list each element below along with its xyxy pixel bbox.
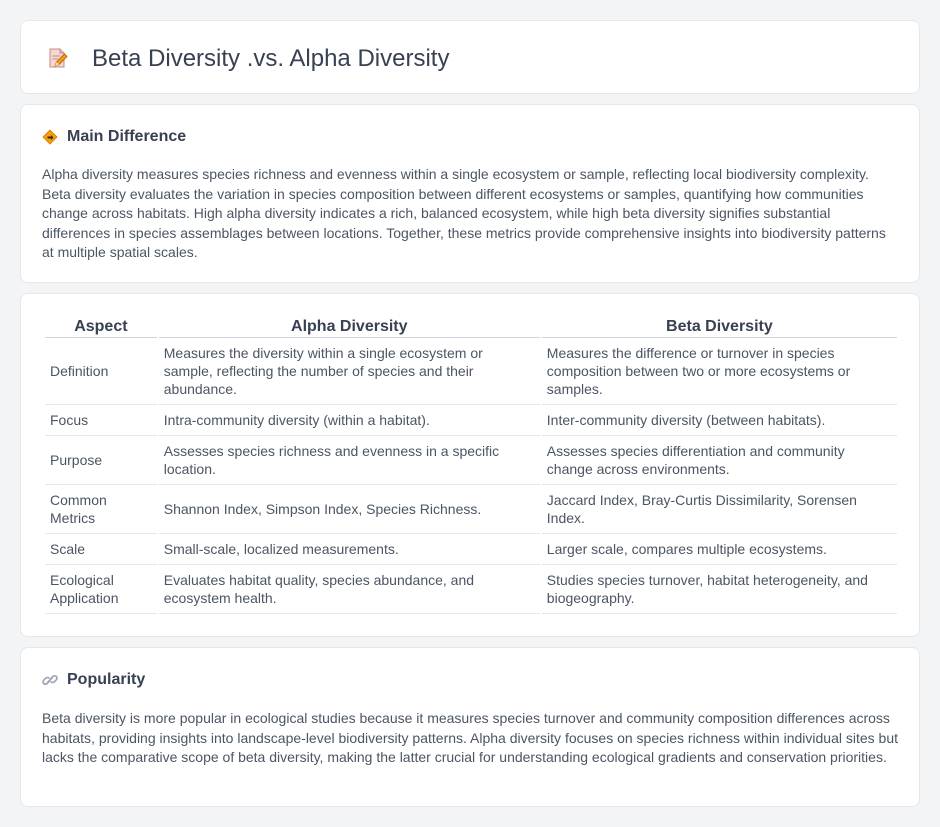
comparison-section bbox=[20, 293, 920, 637]
section-title: Popularity bbox=[67, 671, 146, 688]
diamond-sign-icon bbox=[42, 129, 58, 145]
alpha-cell: Intra-community diversity (within a habitat). bbox=[159, 405, 540, 436]
beta-cell: Measures the difference or turnover in species composition between two or more ecosystems or samples. bbox=[542, 338, 897, 405]
main-difference-section bbox=[20, 104, 920, 283]
document-edit-icon bbox=[46, 47, 68, 69]
alpha-cell: Shannon Index, Simpson Index, Species Richness. bbox=[159, 485, 540, 534]
page-title: Beta Diversity .vs. Alpha Diversity bbox=[92, 45, 450, 72]
aspect-cell: Purpose bbox=[45, 436, 157, 485]
main-difference-text: Alpha diversity measures species richness and evenness within a single ecosystem or sample, reflecting local biodiversity complexity. Beta diversity evaluates the variation in species composition between different ecosystems or samples, quantifying how communities change across habitats. High alpha diversity indicates a rich, balanced ecosystem, while high beta diversity signifies substantial differences in species assemblages between locations. Together, these metrics provide comprehensive insights into biodiversity patterns at multiple spatial scales. bbox=[42, 166, 886, 260]
table-row bbox=[45, 485, 897, 534]
comparison-table bbox=[43, 313, 899, 614]
table-row bbox=[45, 338, 897, 405]
title-card bbox=[20, 20, 920, 94]
section-header bbox=[42, 127, 186, 147]
beta-cell: Inter-community diversity (between habitats). bbox=[542, 405, 897, 436]
table-row bbox=[45, 534, 897, 565]
aspect-cell: Scale bbox=[45, 534, 157, 565]
alpha-cell: Evaluates habitat quality, species abundance, and ecosystem health. bbox=[159, 565, 540, 614]
table-row bbox=[45, 405, 897, 436]
aspect-cell: Ecological Application bbox=[45, 565, 157, 614]
aspect-cell: Definition bbox=[45, 338, 157, 405]
alpha-cell: Assesses species richness and evenness in a specific location. bbox=[159, 436, 540, 485]
aspect-cell: Common Metrics bbox=[45, 485, 157, 534]
table-row bbox=[45, 565, 897, 614]
link-icon bbox=[42, 672, 58, 688]
aspect-cell: Focus bbox=[45, 405, 157, 436]
column-header: Aspect bbox=[45, 313, 157, 338]
alpha-cell: Measures the diversity within a single ecosystem or sample, reflecting the number of species and their abundance. bbox=[159, 338, 540, 405]
beta-cell: Studies species turnover, habitat heterogeneity, and biogeography. bbox=[542, 565, 897, 614]
beta-cell: Larger scale, compares multiple ecosystems. bbox=[542, 534, 897, 565]
table-row bbox=[45, 436, 897, 485]
section-header bbox=[42, 670, 145, 690]
popularity-text: Beta diversity is more popular in ecological studies because it measures species turnover and community composition differences across habitats, providing insights into landscape-level biodiversity patterns. Alpha diversity focuses on species richness within individual sites but lacks the comparative scope of beta diversity, making the latter crucial for understanding ecological gradients and conservation priorities. bbox=[42, 710, 899, 765]
table-header-row bbox=[45, 313, 897, 338]
alpha-cell: Small-scale, localized measurements. bbox=[159, 534, 540, 565]
popularity-section bbox=[20, 647, 920, 807]
section-title: Main Difference bbox=[67, 128, 187, 145]
beta-cell: Assesses species differentiation and community change across environments. bbox=[542, 436, 897, 485]
beta-cell: Jaccard Index, Bray-Curtis Dissimilarity, Sorensen Index. bbox=[542, 485, 897, 534]
column-header: Alpha Diversity bbox=[159, 313, 540, 338]
column-header: Beta Diversity bbox=[542, 313, 897, 338]
